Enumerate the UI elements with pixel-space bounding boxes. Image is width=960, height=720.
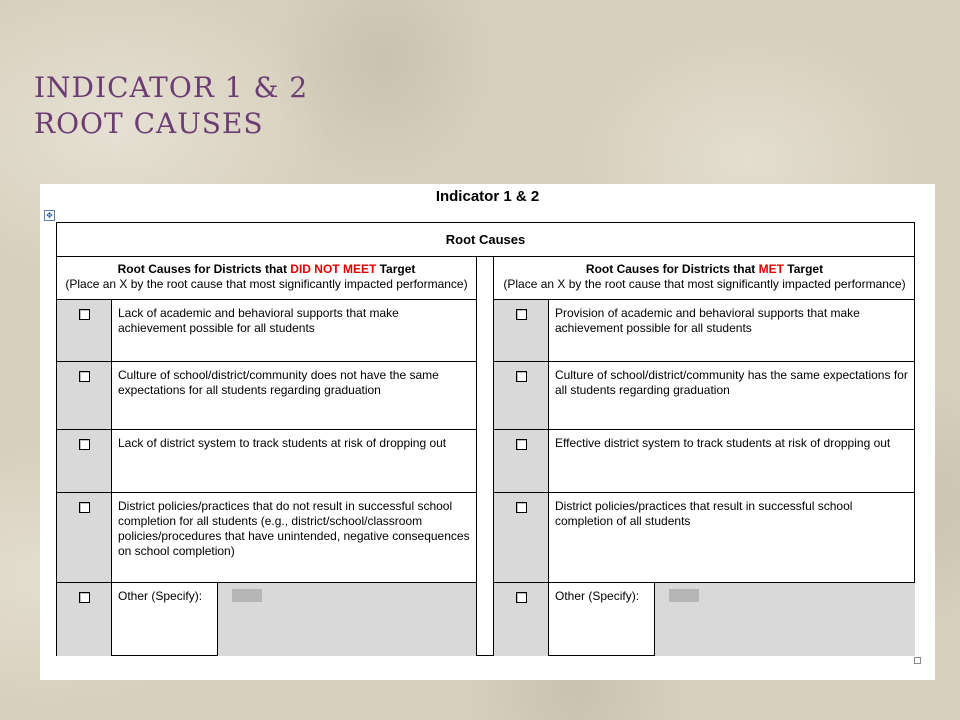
root-cause-text: Culture of school/district/community has the same expectations for all students regarding graduation — [555, 368, 908, 397]
root-cause-row — [57, 362, 476, 430]
checkbox-cell — [57, 300, 112, 361]
root-cause-checkbox[interactable] — [79, 439, 90, 450]
slide-title — [34, 70, 308, 142]
other-label: Other (Specify): — [112, 583, 218, 656]
checkbox-cell — [494, 493, 549, 582]
instruction-text: (Place an X by the root cause that most significantly impacted performance) — [503, 277, 906, 291]
root-cause-checkbox[interactable] — [79, 502, 90, 513]
root-cause-row — [494, 430, 915, 493]
root-cause-text: Provision of academic and behavioral supports that make achievement possible for all students — [555, 306, 860, 335]
root-cause-checkbox[interactable] — [516, 439, 527, 450]
header-suffix: Target — [783, 262, 824, 276]
table-resize-handle[interactable] — [914, 657, 921, 664]
root-cause-checkbox[interactable] — [79, 371, 90, 382]
root-cause-text: Lack of district system to track students at risk of dropping out — [118, 436, 447, 450]
table-move-icon[interactable]: ✥ — [44, 210, 55, 221]
other-label: Other (Specify): — [549, 583, 655, 656]
met-header — [494, 256, 915, 300]
form-screenshot — [40, 184, 935, 680]
root-cause-row — [494, 362, 915, 430]
root-cause-text: Effective district system to track students at risk of dropping out — [555, 436, 891, 450]
instruction-text: (Place an X by the root cause that most significantly impacted performance) — [65, 277, 468, 291]
other-checkbox[interactable] — [516, 592, 527, 603]
root-cause-text: Lack of academic and behavioral supports that make achievement possible for all students — [118, 306, 399, 335]
root-cause-text: District policies/practices that result in successful school completion of all students — [555, 499, 853, 528]
root-cause-row — [57, 300, 476, 362]
header-accent: MET — [758, 262, 784, 276]
specify-box — [218, 583, 476, 656]
specify-input[interactable] — [669, 589, 699, 602]
root-cause-text: Culture of school/district/community does not have the same expectations for all students regarding graduation — [118, 368, 439, 397]
checkbox-cell — [57, 362, 112, 429]
checkbox-cell — [494, 583, 549, 656]
specify-box — [655, 583, 915, 656]
header-accent: DID NOT MEET — [290, 262, 377, 276]
did-not-meet-header — [57, 256, 476, 300]
header-prefix: Root Causes for Districts that — [585, 262, 759, 276]
checkbox-cell — [494, 430, 549, 492]
did-not-meet-section — [57, 256, 477, 655]
checkbox-cell — [57, 430, 112, 492]
met-heading — [494, 262, 915, 277]
root-cause-row — [494, 493, 915, 583]
slide-title-line-2: ROOT CAUSES — [34, 107, 264, 140]
table-header: Root Causes — [57, 223, 914, 257]
root-cause-row — [57, 493, 476, 583]
met-section — [493, 256, 915, 655]
root-causes-table — [56, 222, 915, 656]
root-cause-text: District policies/practices that do not result in successful school completion for all students (e.g., district/school/classroom policies/procedures that have unintended, negative consequences on school completion) — [118, 499, 470, 558]
other-row — [494, 583, 915, 656]
root-cause-row — [57, 430, 476, 493]
checkbox-cell — [494, 362, 549, 429]
root-cause-checkbox[interactable] — [516, 502, 527, 513]
other-row — [57, 583, 476, 656]
document-title: Indicator 1 & 2 — [435, 188, 540, 205]
header-prefix: Root Causes for Districts that — [117, 262, 291, 276]
root-cause-checkbox[interactable] — [516, 309, 527, 320]
checkbox-cell — [494, 300, 549, 361]
checkbox-cell — [57, 493, 112, 582]
slide-title-line-1: INDICATOR 1 & 2 — [34, 71, 309, 104]
root-cause-checkbox[interactable] — [79, 309, 90, 320]
checkbox-cell — [57, 583, 112, 656]
root-cause-row — [494, 300, 915, 362]
specify-input[interactable] — [232, 589, 262, 602]
root-cause-checkbox[interactable] — [516, 371, 527, 382]
did-not-meet-heading — [57, 262, 476, 277]
other-checkbox[interactable] — [79, 592, 90, 603]
header-suffix: Target — [376, 262, 416, 276]
